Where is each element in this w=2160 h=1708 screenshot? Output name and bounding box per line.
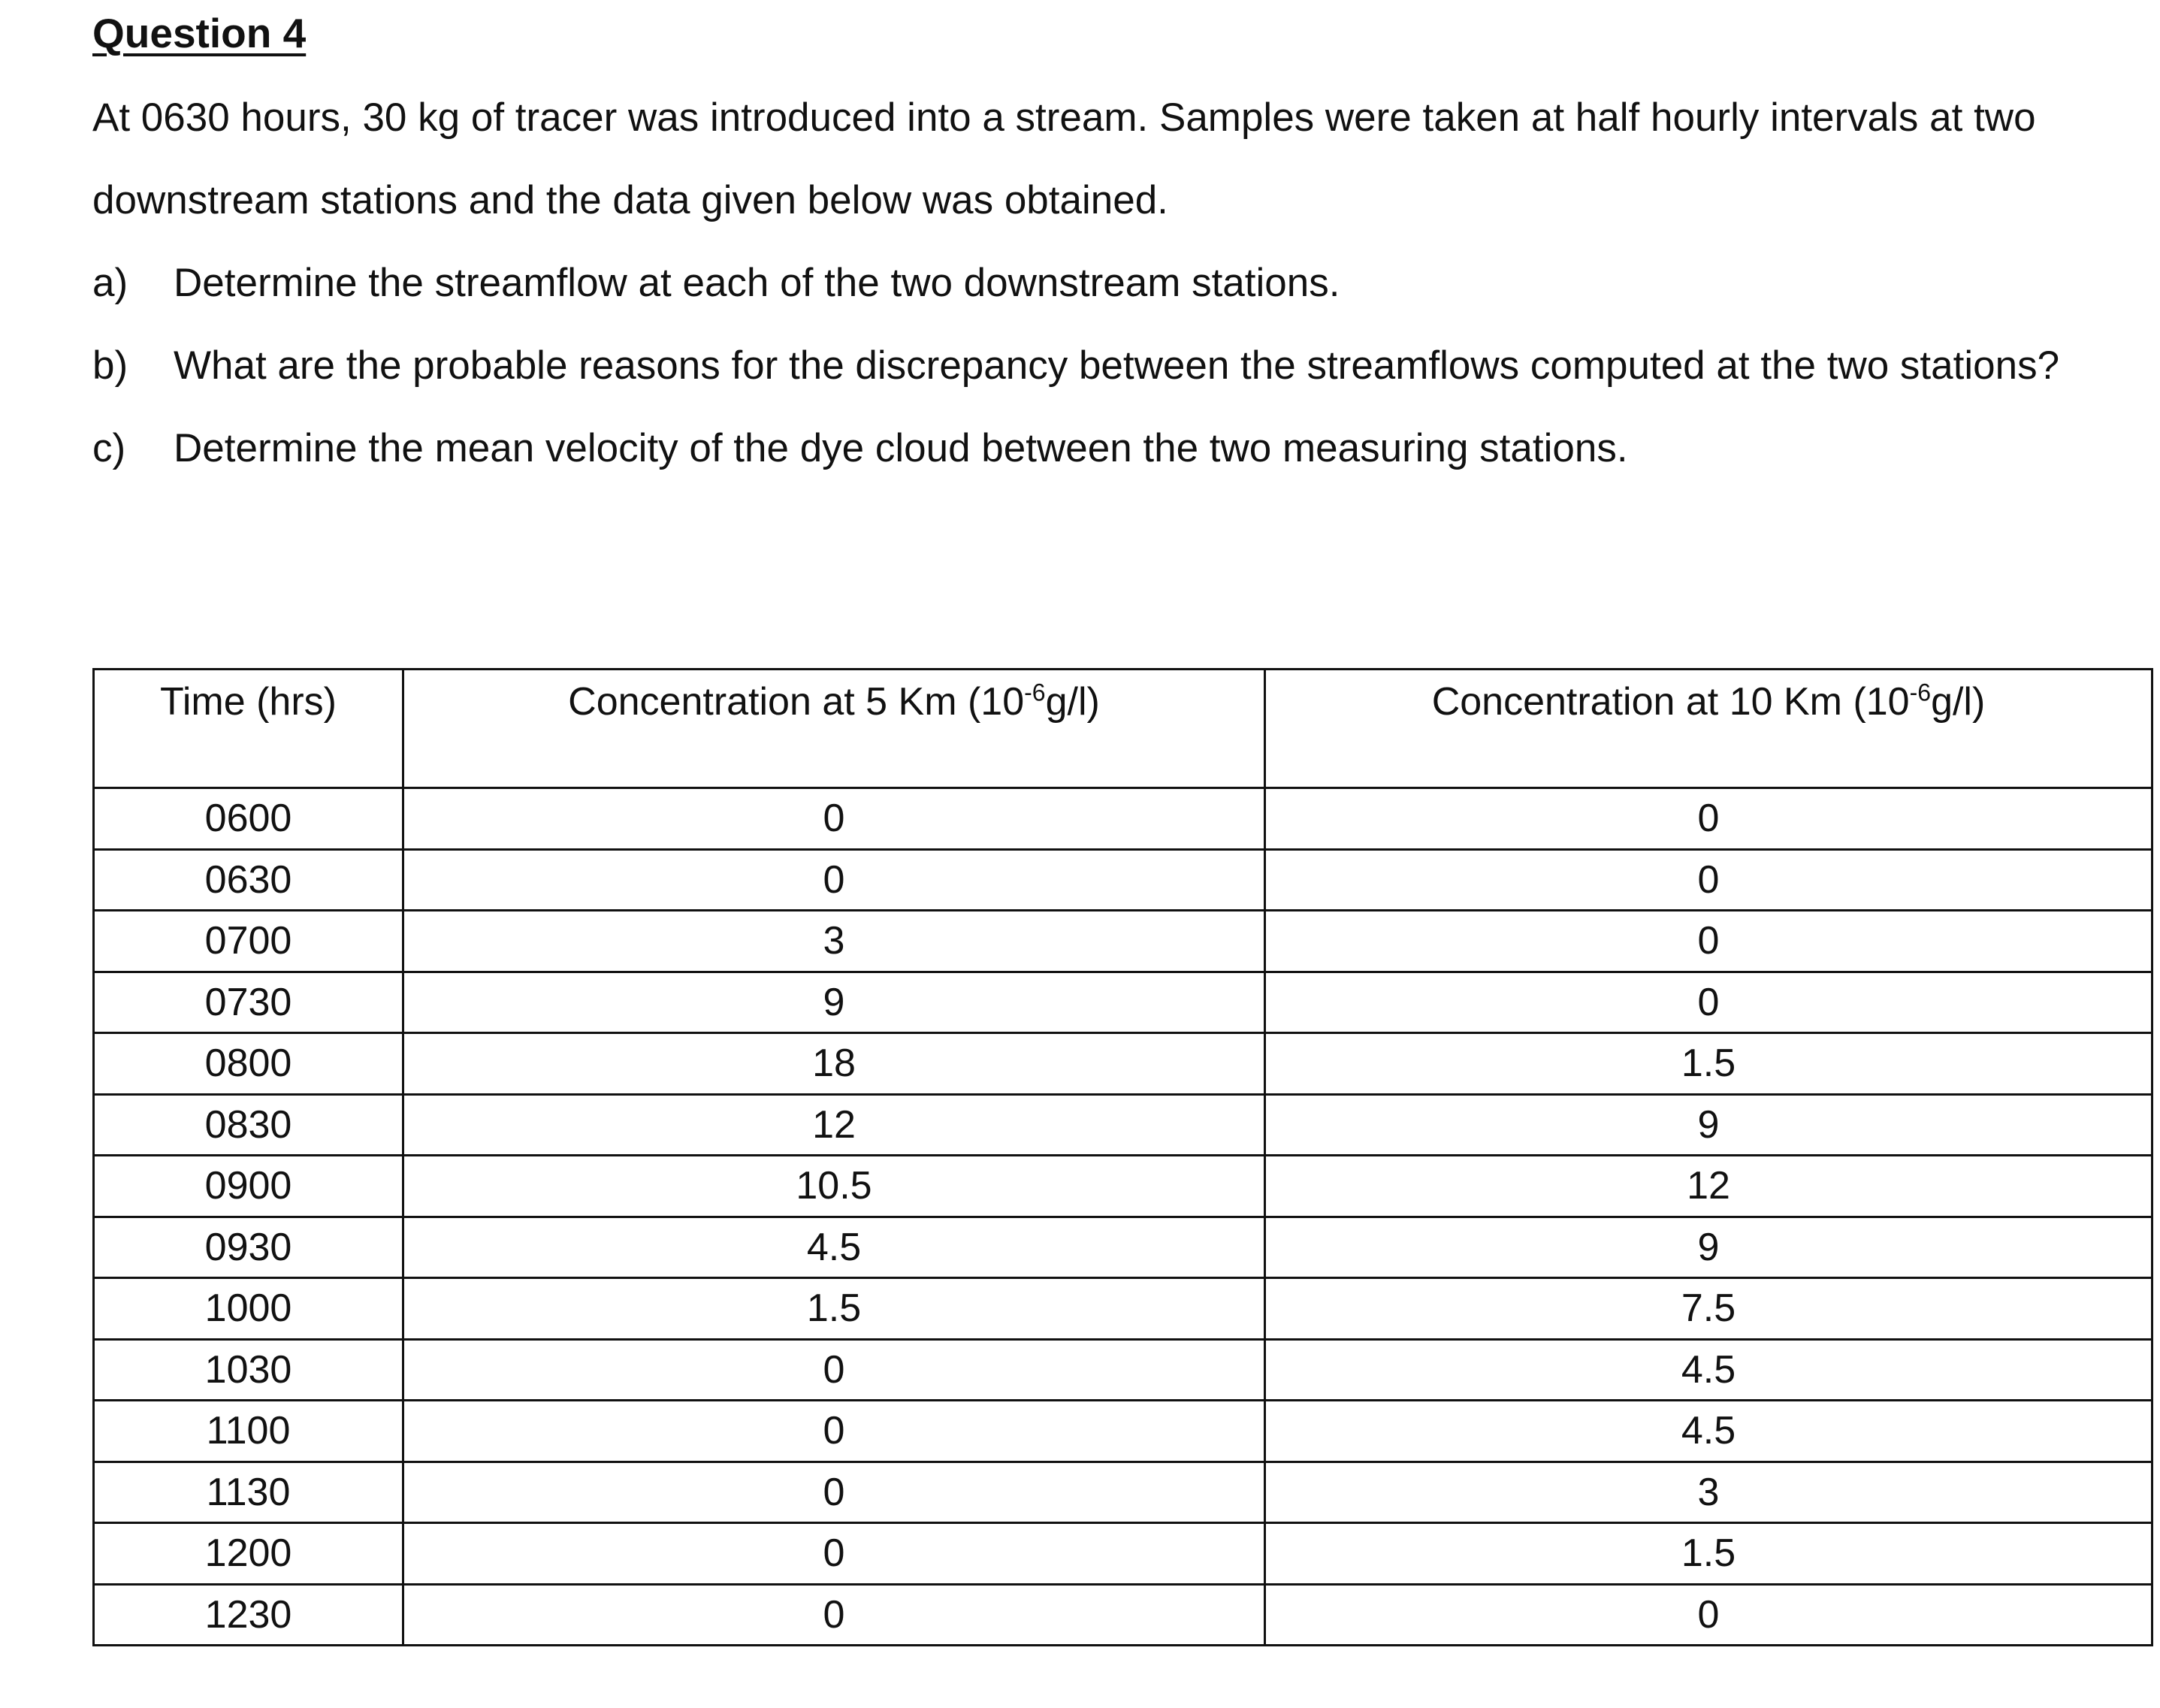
header-conc-5km	[403, 670, 1265, 788]
header-conc-10km-suffix: g/l)	[1931, 680, 1986, 724]
table-row	[94, 1523, 2152, 1585]
cell-conc-10km: 4.5	[1265, 1401, 2152, 1462]
part-b-label: b)	[92, 343, 128, 388]
cell-time: 1130	[94, 1462, 403, 1523]
part-c	[92, 425, 1628, 471]
cell-time: 0630	[94, 849, 403, 911]
tracer-data-table	[92, 668, 2153, 1646]
cell-conc-5km: 0	[403, 1584, 1265, 1646]
part-b-text: What are the probable reasons for the discrepancy between the streamflows computed at the two stations?	[174, 343, 2060, 388]
cell-conc-10km: 7.5	[1265, 1278, 2152, 1340]
table-row	[94, 788, 2152, 850]
header-conc-10km-prefix: Concentration at 10 Km (10	[1431, 680, 1910, 724]
cell-conc-5km: 0	[403, 1462, 1265, 1523]
table-row	[94, 1033, 2152, 1095]
header-time: Time (hrs)	[94, 670, 403, 788]
header-conc-10km-exponent: -6	[1909, 679, 1932, 706]
table-row	[94, 1217, 2152, 1278]
cell-conc-5km: 0	[403, 1523, 1265, 1585]
part-c-label: c)	[92, 426, 126, 470]
cell-conc-5km: 1.5	[403, 1278, 1265, 1340]
cell-conc-5km: 0	[403, 1339, 1265, 1401]
intro-line-2: downstream stations and the data given below was obtained.	[92, 178, 1168, 222]
cell-conc-5km: 4.5	[403, 1217, 1265, 1278]
part-a	[92, 260, 1340, 306]
cell-conc-5km: 0	[403, 1401, 1265, 1462]
cell-conc-10km: 0	[1265, 911, 2152, 972]
cell-conc-5km: 3	[403, 911, 1265, 972]
cell-conc-10km: 0	[1265, 1584, 2152, 1646]
part-c-text: Determine the mean velocity of the dye cloud between the two measuring stations.	[174, 426, 1628, 470]
cell-conc-10km: 3	[1265, 1462, 2152, 1523]
cell-conc-5km: 0	[403, 849, 1265, 911]
table-row	[94, 1339, 2152, 1401]
cell-conc-10km: 12	[1265, 1156, 2152, 1217]
question-title: Question 4	[92, 10, 307, 56]
table-row	[94, 1094, 2152, 1156]
table-row	[94, 1278, 2152, 1340]
cell-time: 0730	[94, 972, 403, 1033]
cell-time: 1100	[94, 1401, 403, 1462]
cell-conc-5km: 18	[403, 1033, 1265, 1095]
table-row	[94, 849, 2152, 911]
cell-conc-10km: 1.5	[1265, 1033, 2152, 1095]
table-row	[94, 972, 2152, 1033]
table-row	[94, 1401, 2152, 1462]
cell-conc-5km: 10.5	[403, 1156, 1265, 1217]
intro-line-1: At 0630 hours, 30 kg of tracer was introduced into a stream. Samples were taken at half hourly intervals at two	[92, 95, 2036, 140]
cell-time: 0600	[94, 788, 403, 850]
cell-time: 1000	[94, 1278, 403, 1340]
cell-conc-10km: 0	[1265, 972, 2152, 1033]
header-conc-5km-exponent: -6	[1024, 679, 1046, 706]
cell-conc-5km: 9	[403, 972, 1265, 1033]
cell-time: 1200	[94, 1523, 403, 1585]
header-conc-5km-prefix: Concentration at 5 Km (10	[568, 680, 1025, 724]
cell-conc-10km: 9	[1265, 1217, 2152, 1278]
cell-conc-10km: 9	[1265, 1094, 2152, 1156]
cell-conc-10km: 0	[1265, 788, 2152, 850]
header-conc-5km-suffix: g/l)	[1045, 680, 1100, 724]
cell-conc-10km: 0	[1265, 849, 2152, 911]
cell-time: 0830	[94, 1094, 403, 1156]
cell-time: 0930	[94, 1217, 403, 1278]
table-row	[94, 1462, 2152, 1523]
table-header-row	[94, 670, 2152, 788]
part-b	[92, 343, 2059, 388]
cell-conc-5km: 0	[403, 788, 1265, 850]
table-row	[94, 1156, 2152, 1217]
header-conc-10km	[1265, 670, 2152, 788]
cell-conc-5km: 12	[403, 1094, 1265, 1156]
part-a-text: Determine the streamflow at each of the two downstream stations.	[174, 261, 1340, 305]
table-row	[94, 911, 2152, 972]
cell-time: 0800	[94, 1033, 403, 1095]
cell-time: 1230	[94, 1584, 403, 1646]
cell-conc-10km: 1.5	[1265, 1523, 2152, 1585]
cell-conc-10km: 4.5	[1265, 1339, 2152, 1401]
cell-time: 0700	[94, 911, 403, 972]
cell-time: 0900	[94, 1156, 403, 1217]
cell-time: 1030	[94, 1339, 403, 1401]
table-row	[94, 1584, 2152, 1646]
part-a-label: a)	[92, 261, 128, 305]
